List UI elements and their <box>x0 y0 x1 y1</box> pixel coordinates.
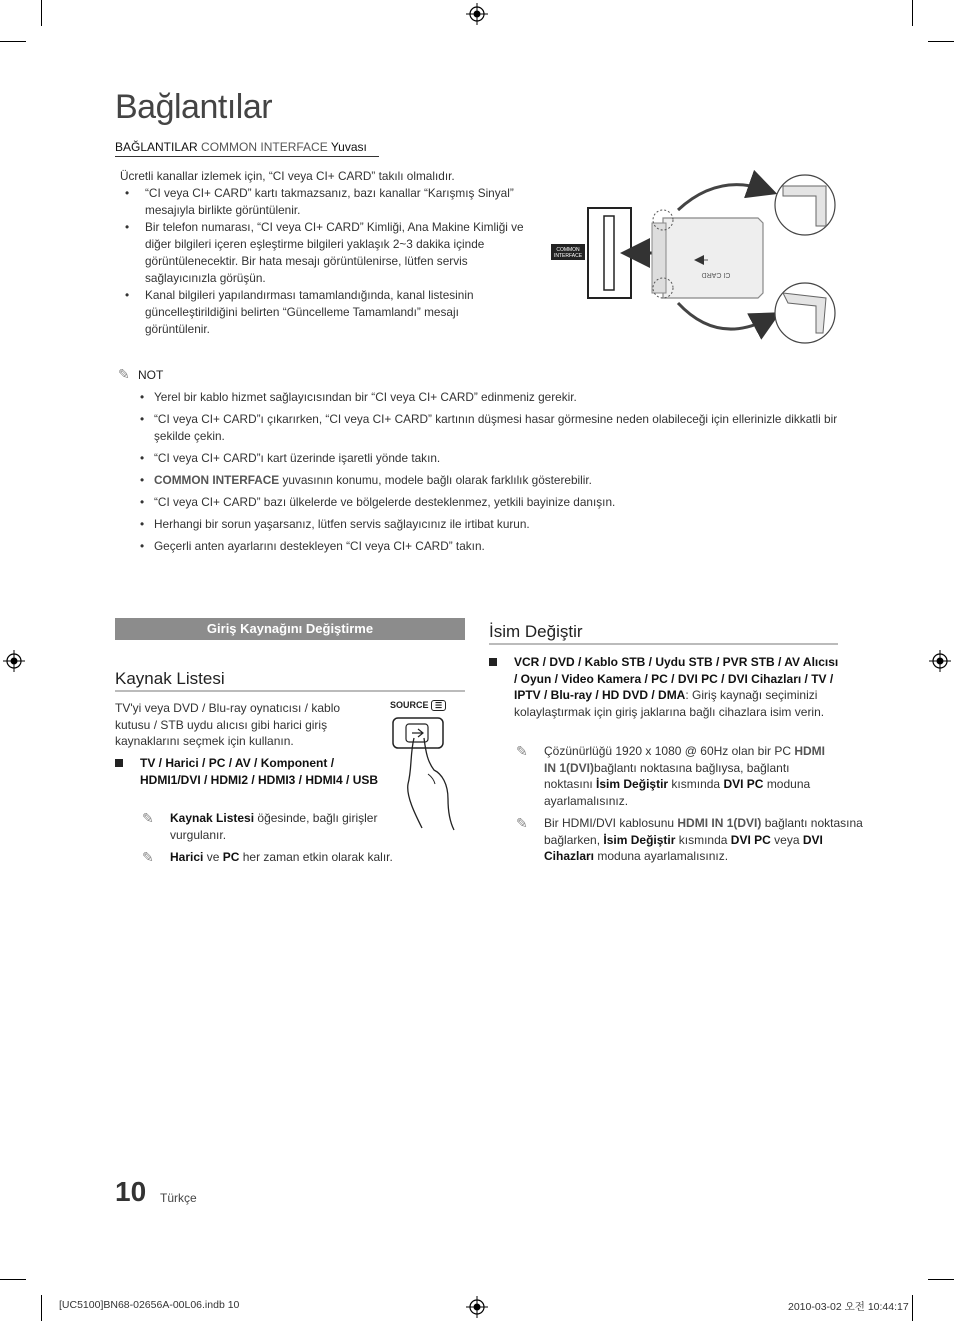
right-note-1 <box>514 743 839 809</box>
footer-file-info: [UC5100]BN68-02656A-00L06.indb 10 <box>59 1299 240 1311</box>
crop-mark <box>928 1279 954 1280</box>
left-heading: Kaynak Listesi <box>115 669 225 688</box>
slot-label-line2: INTERFACE <box>553 253 583 259</box>
left-note-2 <box>140 849 460 866</box>
left-item-text: TV / Harici / PC / AV / Komponent / HDMI1/DVI / HDMI2 / HDMI3 / HDMI4 / USB <box>140 756 379 787</box>
right-item-rest: : Giriş kaynağı seçiminizi kolaylaştırmak için giriş jaklarına bağlı cihazlara isim verin. <box>514 688 825 719</box>
rn2-c: bağlantı noktasına bağlarken, <box>544 816 863 847</box>
registration-mark-icon <box>3 650 25 672</box>
intro-block <box>120 168 525 338</box>
slot-label-line1: COMMON <box>556 247 580 253</box>
crop-mark <box>41 1295 42 1321</box>
rn1-d: İsim Değiştir <box>596 777 669 791</box>
ci-card-illustration <box>548 168 838 352</box>
rn2-g: veya <box>774 832 800 847</box>
registration-mark-icon <box>466 1296 488 1318</box>
note2-rest: her zaman etkin olarak kalır. <box>242 850 393 864</box>
square-bullet-icon <box>489 658 497 666</box>
list-item: • “CI veya CI+ CARD” kartı takmazsanız, bazı kanallar “Karışmış Sinyal” mesajıyla birlikte görüntülenir. <box>120 185 525 219</box>
note-heading <box>118 366 163 383</box>
list-item: • Bir telefon numarası, “CI veya CI+ CARD” Kimliği, Ana Makine Kimliği ve diğer bilgileri içeren eşleştirme bilgileri yaklaşık 2~3 dakika içinde görüntülenecektir. Bir hata mesajı görüntülenirse, lütfen servis sağlayıcınızla görüşün. <box>120 219 525 287</box>
pencil-icon: ✎ <box>118 366 130 382</box>
subheading-highlight: COMMON INTERFACE <box>201 140 328 154</box>
list-item: • Kanal bilgileri yapılandırması tamamlandığında, kanal listesinin güncelleştirildiğini belirten “Güncelleme Tamamlandı” mesajı görüntülenir. <box>120 287 525 338</box>
ci-strong: COMMON INTERFACE <box>154 473 280 487</box>
right-heading: İsim Değiştir <box>489 622 583 641</box>
page-number: 10 <box>115 1176 147 1207</box>
note2-ve: ve <box>206 850 220 864</box>
left-note-1 <box>140 810 395 843</box>
subheading-prefix: BAĞLANTILAR <box>115 140 198 154</box>
crop-mark <box>912 0 913 26</box>
menu-icon: ☰ <box>431 700 446 711</box>
crop-mark <box>0 41 26 42</box>
rn1-c: bağlantı noktasına bağlıysa, bağlantı noktasını <box>544 760 790 791</box>
left-item <box>115 755 390 788</box>
list-item: • “CI veya CI+ CARD”ı kart üzerinde işaretli yönde takın. <box>140 450 840 467</box>
crop-mark <box>0 1279 26 1280</box>
list-item: • “CI veya CI+ CARD”ı çıkarırken, “CI veya CI+ CARD” kartının düşmesi hasar görmesine neden olabileceği için ellerinizle dikkatli bir şekilde çekin. <box>140 411 840 445</box>
pencil-icon: ✎ <box>142 810 154 826</box>
note2-a: Harici <box>170 850 204 864</box>
crop-mark <box>41 0 42 26</box>
right-heading-rule <box>489 643 838 645</box>
right-item-strong: VCR / DVD / Kablo STB / Uydu STB / PVR STB / AV Alıcısı / Oyun / Video Kamera / PC / DVI PC / DVI Cihazları / TV / IPTV / Blu-ray / HD DVD / DMA <box>514 655 839 702</box>
rn2-e: kısmında <box>678 832 728 847</box>
registration-mark-icon <box>929 650 951 672</box>
section-bar: Giriş Kaynağını Değiştirme <box>115 618 465 640</box>
list-item: • Yerel bir kablo hizmet sağlayıcısından bir “CI veya CI+ CARD” edinmeniz gerekir. <box>140 389 840 406</box>
rn2-f: DVI PC <box>730 832 771 847</box>
remote-label: SOURCE <box>390 700 429 710</box>
subheading-suffix: Yuvası <box>330 140 367 154</box>
ci-rest: yuvasının konumu, modele bağlı olarak farklılık gösterebilir. <box>282 473 592 487</box>
note1-strong: Kaynak Listesi <box>170 811 255 825</box>
subheading-underline <box>115 156 379 157</box>
pencil-icon: ✎ <box>142 849 154 865</box>
crop-mark <box>912 1295 913 1321</box>
registration-mark-icon <box>466 3 488 25</box>
footer-timestamp: 2010-03-02 오전 10:44:17 <box>788 1301 909 1313</box>
right-item <box>489 654 839 720</box>
remote-illustration <box>390 700 460 830</box>
language-label: Türkçe <box>160 1191 197 1205</box>
rn2-i: moduna ayarlamalısınız. <box>597 849 729 863</box>
section-subheading <box>115 140 367 154</box>
list-item: • “CI veya CI+ CARD” bazı ülkelerde ve bölgelerde desteklenmez, yetkili bayinize danışın. <box>140 494 840 511</box>
note2-b: PC <box>222 850 240 864</box>
rn2-a: Bir HDMI/DVI kablosunu <box>544 816 675 830</box>
card-label: CI CARD <box>701 271 731 278</box>
right-note-2 <box>514 815 869 865</box>
rn2-d: İsim Değiştir <box>603 832 676 847</box>
note1-rest: öğesinde, bağlı girişler vurgulanır. <box>170 811 378 842</box>
square-bullet-icon <box>115 759 123 767</box>
intro-text: Ücretli kanallar izlemek için, “CI veya CI+ CARD” takılı olmalıdır. <box>120 169 455 183</box>
rn1-e: kısmında <box>671 777 721 791</box>
rn1-a: Çözünürlüğü 1920 x 1080 @ 60Hz olan bir PC <box>544 744 791 758</box>
intro-bullets <box>120 185 525 338</box>
left-text: TV'yi veya DVD / Blu-ray oynatıcısı / kablo kutusu / STB uydu alıcısı gibi harici giriş kaynaklarını seçmek için kullanın. <box>115 701 341 748</box>
crop-mark <box>928 41 954 42</box>
note-heading-text: NOT <box>138 368 164 382</box>
list-item: • Herhangi bir sorun yaşarsanız, lütfen servis sağlayıcınız ile irtibat kurun. <box>140 516 840 533</box>
rn1-b: HDMI IN 1(DVI) <box>544 744 826 775</box>
pencil-icon: ✎ <box>516 815 528 831</box>
rn1-g: moduna ayarlamalısınız. <box>544 777 811 808</box>
note-bullets <box>140 389 840 560</box>
pencil-icon: ✎ <box>516 743 528 759</box>
hand-press-icon <box>390 714 460 832</box>
source-button-label <box>390 700 460 711</box>
rn2-h: DVI Cihazları <box>544 832 823 863</box>
page-title: Bağlantılar <box>115 88 273 126</box>
list-item: • Geçerli anten ayarlarını destekleyen “CI veya CI+ CARD” takın. <box>140 538 840 555</box>
list-item <box>140 472 840 489</box>
rn2-b: HDMI IN 1(DVI) <box>677 816 762 830</box>
left-heading-rule <box>115 690 465 692</box>
rn1-f: DVI PC <box>723 777 764 791</box>
